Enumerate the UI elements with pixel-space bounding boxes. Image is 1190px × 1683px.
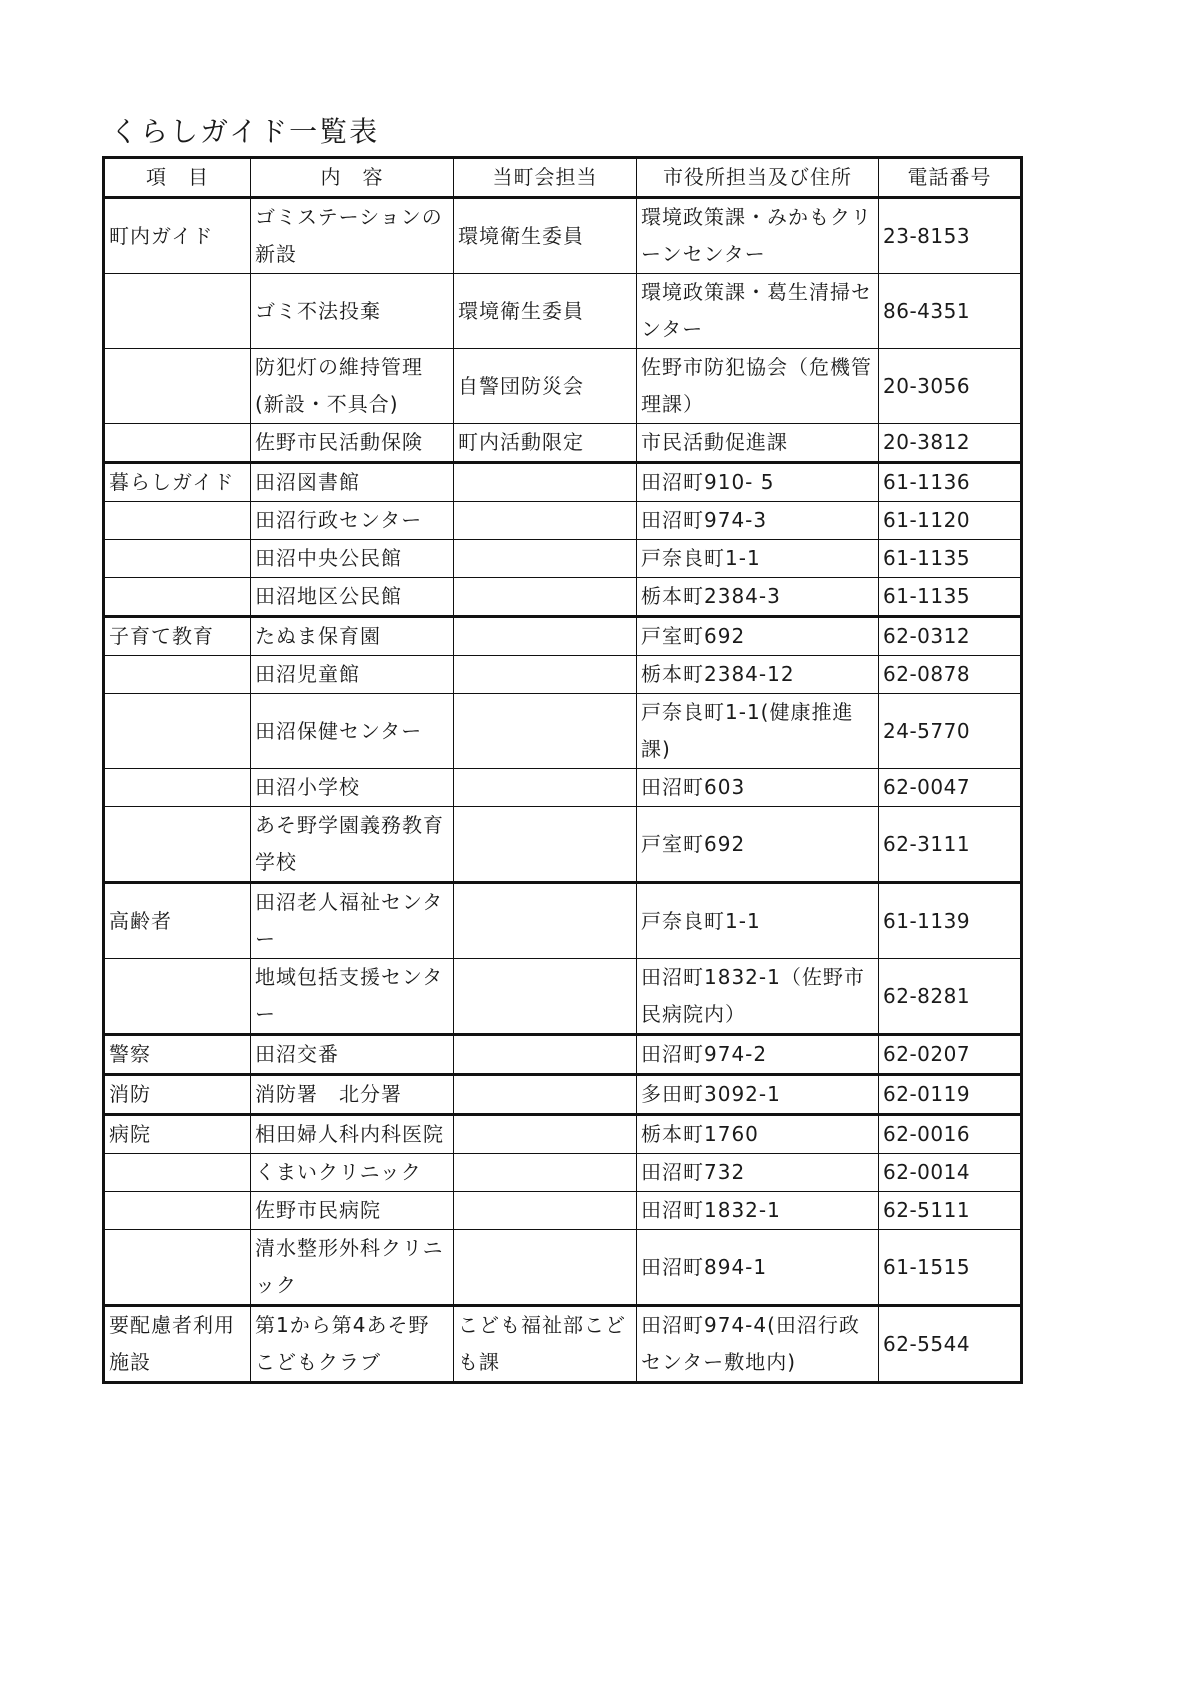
table-row (104, 656, 1022, 694)
table-row (104, 578, 1022, 617)
cell-phone: 61-1120 (879, 502, 1022, 540)
cell-assignee (454, 1115, 637, 1154)
guide-table (102, 156, 1023, 1384)
cell-phone: 62-0878 (879, 656, 1022, 694)
cell-category (104, 1230, 251, 1306)
cell-category (104, 274, 251, 349)
table-row (104, 694, 1022, 769)
table-body (104, 198, 1022, 1383)
cell-phone: 62-0014 (879, 1154, 1022, 1192)
cell-category (104, 424, 251, 463)
cell-assignee (454, 694, 637, 769)
cell-assignee (454, 1192, 637, 1230)
page-title: くらしガイド一覧表 (110, 115, 380, 148)
cell-assignee (454, 1035, 637, 1075)
table-row (104, 198, 1022, 274)
cell-category (104, 1192, 251, 1230)
cell-assignee: 環境衛生委員 (454, 198, 637, 274)
cell-phone: 62-0016 (879, 1115, 1022, 1154)
cell-content: 田沼老人福祉センター (251, 883, 454, 959)
cell-office: 市民活動促進課 (637, 424, 879, 463)
cell-content: ゴミステーションの新設 (251, 198, 454, 274)
cell-category: 警察 (104, 1035, 251, 1075)
cell-assignee (454, 502, 637, 540)
cell-phone: 62-8281 (879, 959, 1022, 1035)
column-header-content: 内 容 (251, 158, 454, 198)
cell-content: 田沼行政センター (251, 502, 454, 540)
cell-category (104, 656, 251, 694)
cell-phone: 62-0047 (879, 769, 1022, 807)
cell-office: 栃本町1760 (637, 1115, 879, 1154)
cell-office: 栃本町2384-12 (637, 656, 879, 694)
cell-phone: 62-5544 (879, 1306, 1022, 1383)
cell-assignee (454, 578, 637, 617)
cell-assignee: 町内活動限定 (454, 424, 637, 463)
cell-phone: 62-0207 (879, 1035, 1022, 1075)
cell-phone: 20-3056 (879, 349, 1022, 424)
cell-assignee (454, 959, 637, 1035)
column-header-category: 項 目 (104, 158, 251, 198)
cell-category (104, 694, 251, 769)
cell-office: 田沼町894-1 (637, 1230, 879, 1306)
cell-category: 病院 (104, 1115, 251, 1154)
cell-office: 戸室町692 (637, 807, 879, 883)
table-row (104, 1192, 1022, 1230)
cell-office: 佐野市防犯協会（危機管理課） (637, 349, 879, 424)
cell-office: 栃本町2384-3 (637, 578, 879, 617)
cell-content: 相田婦人科内科医院 (251, 1115, 454, 1154)
column-header-office: 市役所担当及び住所 (637, 158, 879, 198)
cell-assignee (454, 1075, 637, 1115)
table-row (104, 349, 1022, 424)
cell-phone: 62-5111 (879, 1192, 1022, 1230)
cell-content: 田沼保健センター (251, 694, 454, 769)
cell-content: 田沼地区公民館 (251, 578, 454, 617)
cell-office: 田沼町974-2 (637, 1035, 879, 1075)
table-row (104, 883, 1022, 959)
cell-phone: 61-1139 (879, 883, 1022, 959)
cell-phone: 62-0312 (879, 617, 1022, 656)
cell-category (104, 578, 251, 617)
cell-category: 町内ガイド (104, 198, 251, 274)
table-row (104, 540, 1022, 578)
cell-content: 田沼児童館 (251, 656, 454, 694)
cell-category: 暮らしガイド (104, 463, 251, 502)
cell-assignee (454, 769, 637, 807)
table-row (104, 959, 1022, 1035)
cell-assignee (454, 807, 637, 883)
cell-content: あそ野学園義務教育学校 (251, 807, 454, 883)
cell-office: 田沼町1832-1（佐野市民病院内） (637, 959, 879, 1035)
cell-office: 戸室町692 (637, 617, 879, 656)
cell-phone: 23-8153 (879, 198, 1022, 274)
cell-assignee (454, 1154, 637, 1192)
cell-phone: 61-1515 (879, 1230, 1022, 1306)
column-header-phone: 電話番号 (879, 158, 1022, 198)
cell-content: 第1から第4あそ野こどもクラブ (251, 1306, 454, 1383)
cell-category: 消防 (104, 1075, 251, 1115)
table-row (104, 463, 1022, 502)
cell-assignee (454, 617, 637, 656)
table-row (104, 1075, 1022, 1115)
table-row (104, 1306, 1022, 1383)
table-row (104, 617, 1022, 656)
table-row (104, 274, 1022, 349)
cell-phone: 20-3812 (879, 424, 1022, 463)
cell-office: 田沼町910- 5 (637, 463, 879, 502)
cell-category: 子育て教育 (104, 617, 251, 656)
cell-content: 田沼交番 (251, 1035, 454, 1075)
cell-phone: 62-0119 (879, 1075, 1022, 1115)
cell-office: 戸奈良町1-1(健康推進課) (637, 694, 879, 769)
cell-content: 地域包括支援センター (251, 959, 454, 1035)
column-header-assignee: 当町会担当 (454, 158, 637, 198)
table-row (104, 424, 1022, 463)
cell-content: 佐野市民活動保険 (251, 424, 454, 463)
table-row (104, 1035, 1022, 1075)
cell-assignee (454, 1230, 637, 1306)
cell-category (104, 1154, 251, 1192)
table-row (104, 502, 1022, 540)
table-row (104, 1115, 1022, 1154)
cell-assignee: こども福祉部こども課 (454, 1306, 637, 1383)
cell-office: 田沼町974-3 (637, 502, 879, 540)
cell-content: 清水整形外科クリニック (251, 1230, 454, 1306)
cell-category (104, 502, 251, 540)
cell-assignee (454, 463, 637, 502)
table-row (104, 1230, 1022, 1306)
cell-office: 戸奈良町1-1 (637, 540, 879, 578)
cell-assignee: 自警団防災会 (454, 349, 637, 424)
cell-category: 高齢者 (104, 883, 251, 959)
cell-phone: 61-1136 (879, 463, 1022, 502)
cell-category: 要配慮者利用施設 (104, 1306, 251, 1383)
cell-category (104, 959, 251, 1035)
cell-office: 田沼町603 (637, 769, 879, 807)
header-row (104, 158, 1022, 198)
cell-office: 田沼町974-4(田沼行政センター敷地内) (637, 1306, 879, 1383)
table-row (104, 1154, 1022, 1192)
cell-category (104, 769, 251, 807)
cell-assignee (454, 540, 637, 578)
cell-phone: 61-1135 (879, 540, 1022, 578)
cell-content: 消防署 北分署 (251, 1075, 454, 1115)
table-row (104, 769, 1022, 807)
cell-assignee: 環境衛生委員 (454, 274, 637, 349)
cell-category (104, 349, 251, 424)
cell-content: 佐野市民病院 (251, 1192, 454, 1230)
cell-office: 戸奈良町1-1 (637, 883, 879, 959)
cell-phone: 86-4351 (879, 274, 1022, 349)
cell-content: たぬま保育園 (251, 617, 454, 656)
cell-content: 防犯灯の維持管理(新設・不具合) (251, 349, 454, 424)
cell-office: 田沼町732 (637, 1154, 879, 1192)
cell-office: 多田町3092-1 (637, 1075, 879, 1115)
cell-content: ゴミ不法投棄 (251, 274, 454, 349)
cell-category (104, 540, 251, 578)
cell-office: 環境政策課・葛生清掃センター (637, 274, 879, 349)
cell-phone: 61-1135 (879, 578, 1022, 617)
cell-content: 田沼小学校 (251, 769, 454, 807)
cell-content: 田沼中央公民館 (251, 540, 454, 578)
cell-office: 田沼町1832-1 (637, 1192, 879, 1230)
cell-category (104, 807, 251, 883)
cell-content: 田沼図書館 (251, 463, 454, 502)
cell-phone: 24-5770 (879, 694, 1022, 769)
cell-office: 環境政策課・みかもクリーンセンター (637, 198, 879, 274)
cell-assignee (454, 656, 637, 694)
cell-assignee (454, 883, 637, 959)
table-row (104, 807, 1022, 883)
cell-content: くまいクリニック (251, 1154, 454, 1192)
cell-phone: 62-3111 (879, 807, 1022, 883)
